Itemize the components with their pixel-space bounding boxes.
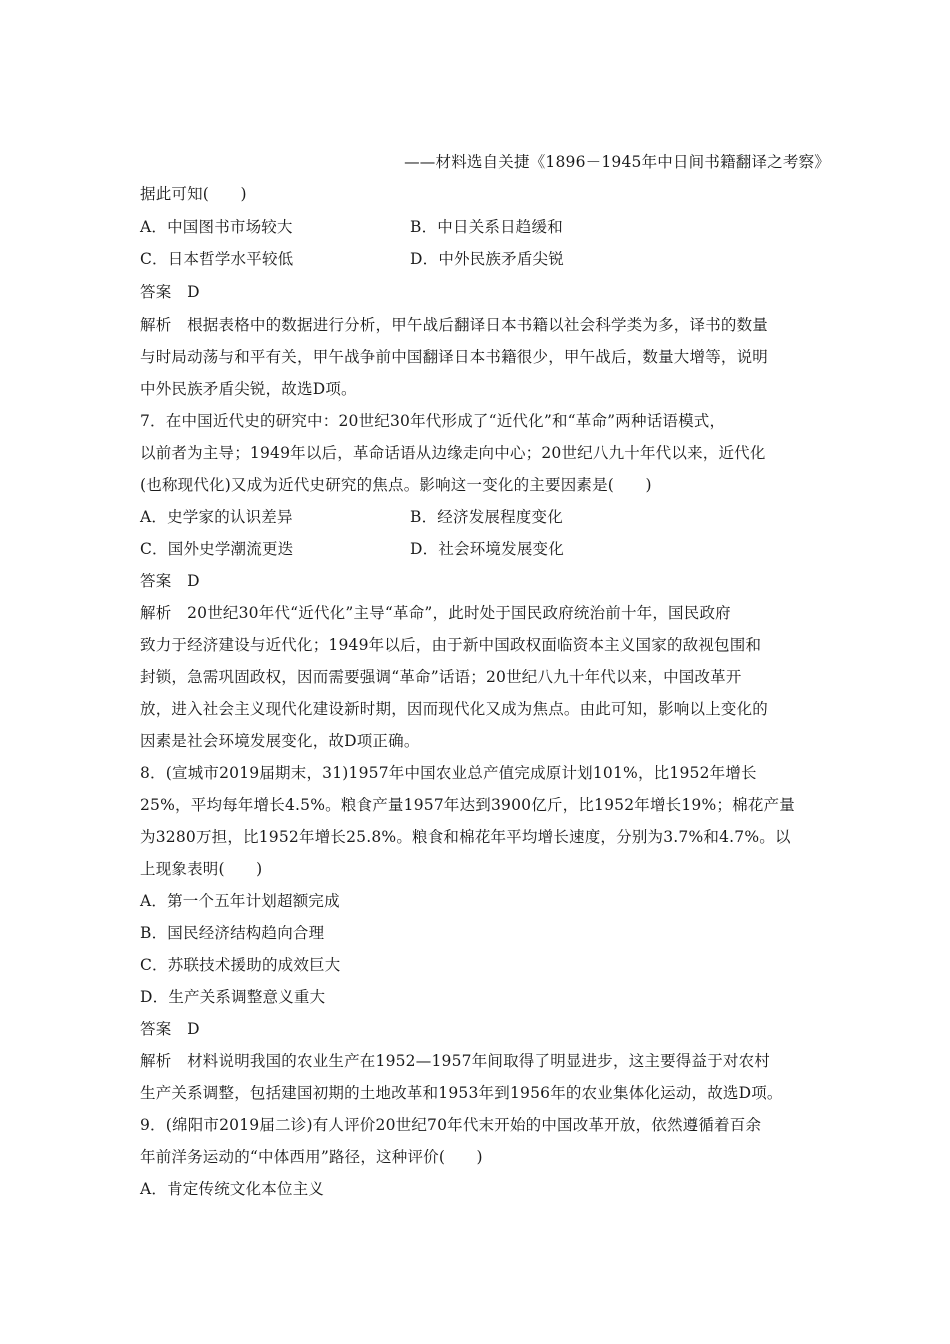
q7-stem-line: 7．在中国近代史的研究中：20世纪30年代形成了“近代化”和“革命”两种话语模式， <box>140 412 726 430</box>
q7-analysis-line: 解析 20世纪30年代“近代化”主导“革命”，此时处于国民政府统治前十年，国民政府 <box>140 604 731 622</box>
q7-stem-line: (也称现代化)又成为近代史研究的焦点。影响这一变化的主要因素是( ) <box>140 476 652 494</box>
q7-option-a: A．史学家的认识差异 <box>140 508 293 526</box>
q9-stem-line: 9．(绵阳市2019届二诊)有人评价20世纪70年代末开始的中国改革开放，依然遵循着百余 <box>140 1116 762 1134</box>
q9-stem-line: 年前洋务运动的“中体西用”路径，这种评价( ) <box>140 1148 483 1166</box>
q7-analysis-line: 致力于经济建设与近代化；1949年以后，由于新中国政权面临资本主义国家的敌视包围和 <box>140 636 762 654</box>
q6-analysis-line: 中外民族矛盾尖锐，故选D项。 <box>140 380 357 398</box>
q7-analysis-line: 因素是社会环境发展变化，故D项正确。 <box>140 732 420 750</box>
q7-option-d: D．社会环境发展变化 <box>410 540 564 558</box>
q6-option-a: A．中国图书市场较大 <box>140 218 293 236</box>
q6-option-c: C．日本哲学水平较低 <box>140 250 294 268</box>
q8-analysis-line: 解析 材料说明我国的农业生产在1952—1957年间取得了明显进步，这主要得益于对农村 <box>140 1052 770 1070</box>
q7-analysis-line: 封锁，急需巩固政权，因而需要强调“革命”话语；20世纪八九十年代以来，中国改革开 <box>140 668 742 686</box>
q6-analysis-line: 与时局动荡与和平有关，甲午战争前中国翻译日本书籍很少，甲午战后，数量大增等，说明 <box>140 348 769 366</box>
q8-answer: 答案 D <box>140 1020 200 1038</box>
q8-stem-line: 上现象表明( ) <box>140 860 263 878</box>
q9-option-a: A．肯定传统文化本位主义 <box>140 1180 325 1198</box>
q7-option-b: B．经济发展程度变化 <box>410 508 563 526</box>
q8-option-c: C．苏联技术援助的成效巨大 <box>140 956 341 974</box>
q6-answer: 答案 D <box>140 283 200 301</box>
q8-stem-line: 8．(宣城市2019届期末，31)1957年中国农业总产值完成原计划101%，比1952年增长 <box>140 764 757 782</box>
q6-option-b: B．中日关系日趋缓和 <box>410 218 563 236</box>
q8-option-b: B．国民经济结构趋向合理 <box>140 924 325 942</box>
q6-option-d: D．中外民族矛盾尖锐 <box>410 250 564 268</box>
q6-analysis-line: 解析 根据表格中的数据进行分析，甲午战后翻译日本书籍以社会科学类为多，译书的数量 <box>140 316 769 334</box>
q7-option-c: C．国外史学潮流更迭 <box>140 540 294 558</box>
q8-option-a: A．第一个五年计划超额完成 <box>140 892 340 910</box>
q8-option-d: D．生产关系调整意义重大 <box>140 988 326 1006</box>
q7-answer: 答案 D <box>140 572 200 590</box>
q8-stem-line: 25%，平均每年增长4.5%。粮食产量1957年达到3900亿斤，比1952年增长19%；棉花产量 <box>140 796 795 814</box>
material-source: ——材料选自关捷《1896－1945年中日间书籍翻译之考察》 <box>404 153 830 171</box>
q7-analysis-line: 放，进入社会主义现代化建设新时期，因而现代化又成为焦点。由此可知，影响以上变化的 <box>140 700 769 718</box>
q7-stem-line: 以前者为主导；1949年以后，革命话语从边缘走向中心；20世纪八九十年代以来，近代化 <box>140 444 766 462</box>
q6-stem: 据此可知( ) <box>140 185 247 203</box>
q8-analysis-line: 生产关系调整，包括建国初期的土地改革和1953年到1956年的农业集体化运动，故选D项。 <box>140 1084 783 1102</box>
q8-stem-line: 为3280万担，比1952年增长25.8%。粮食和棉花年平均增长速度，分别为3.7%和4.7%。以 <box>140 828 791 846</box>
